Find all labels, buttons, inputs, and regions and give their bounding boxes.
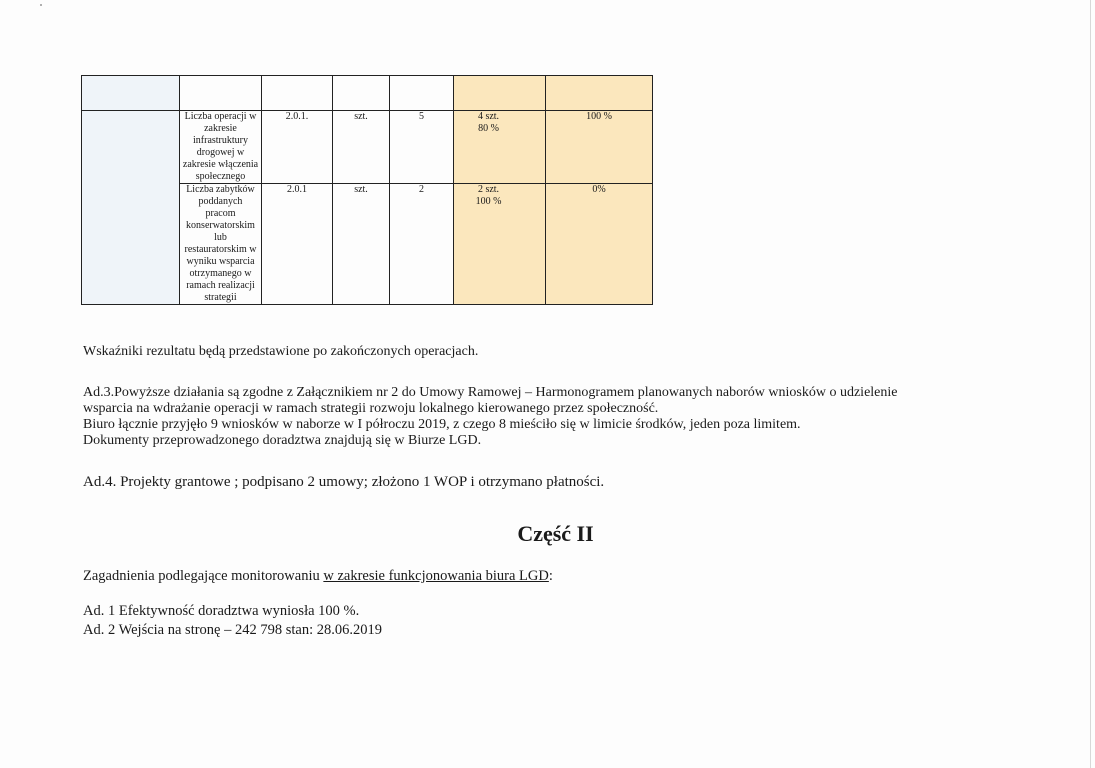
scan-edge bbox=[1090, 0, 1091, 768]
header-cell-value bbox=[390, 76, 454, 111]
header-cell-code bbox=[262, 76, 333, 111]
indicator-percent: 100 % bbox=[546, 111, 653, 184]
achieved-percent: 100 % bbox=[475, 196, 502, 207]
ad2-line: Ad. 2 Wejścia na stronę – 242 798 stan: 28.06.2019 bbox=[83, 622, 382, 638]
ad3-line: Biuro łącznie przyjęło 9 wniosków w naborze w I półroczu 2019, z czego 8 mieściło się w limicie środków, jeden poza limitem. bbox=[83, 417, 801, 432]
indicator-percent: 0% bbox=[546, 184, 653, 305]
indicator-unit: szt. bbox=[333, 184, 390, 305]
ad1-line: Ad. 1 Efektywność doradztwa wyniosła 100 %. bbox=[83, 603, 360, 619]
indicator-name: Liczba zabytków poddanych pracom konserwatorskim lub restauratorskim w wyniku wsparcia otrzymanego w ramach realizacji strategii bbox=[180, 184, 262, 305]
ad3-line: Dokumenty przeprowadzonego doradztwa znajdują się w Biurze LGD. bbox=[83, 433, 482, 448]
header-cell-left bbox=[82, 76, 180, 111]
header-cell-unit bbox=[333, 76, 390, 111]
indicators-table bbox=[81, 75, 653, 305]
indicator-unit: szt. bbox=[333, 111, 390, 184]
indicator-target-value: 2 bbox=[390, 184, 454, 305]
indicator-achieved bbox=[454, 111, 546, 184]
monitoring-topics-underlined: w zakresie funkcjonowania biura LGD bbox=[323, 568, 549, 584]
results-note: Wskaźniki rezultatu będą przedstawione po zakończonych operacjach. bbox=[83, 344, 479, 359]
indicator-code: 2.0.1 bbox=[262, 184, 333, 305]
table-row bbox=[82, 111, 653, 184]
monitoring-topics-suffix: : bbox=[548, 568, 553, 584]
ad3-line: Ad.3.Powyższe działania są zgodne z Załącznikiem nr 2 do Umowy Ramowej – Harmonogramem planowanych naborów wniosków o udzielenie bbox=[83, 385, 898, 400]
achieved-percent: 80 % bbox=[478, 123, 499, 134]
indicator-name: Liczba operacji w zakresie infrastruktury drogowej w zakresie włączenia społecznego bbox=[180, 111, 262, 184]
header-cell-achieved bbox=[454, 76, 546, 111]
achieved-count: 4 szt. bbox=[477, 111, 500, 122]
ad4-paragraph: Ad.4. Projekty grantowe ; podpisano 2 umowy; złożono 1 WOP i otrzymano płatności. bbox=[83, 474, 605, 490]
header-cell-name bbox=[180, 76, 262, 111]
indicator-code: 2.0.1. bbox=[262, 111, 333, 184]
merged-left-cell bbox=[82, 111, 180, 305]
indicator-target-value: 5 bbox=[390, 111, 454, 184]
achieved-count: 2 szt. bbox=[477, 184, 500, 195]
header-cell-percent bbox=[546, 76, 653, 111]
part-heading: Część II bbox=[517, 521, 594, 546]
monitoring-topics bbox=[83, 568, 553, 584]
ad3-paragraph bbox=[83, 385, 898, 449]
indicator-achieved bbox=[454, 184, 546, 305]
ad3-line: wsparcia na wdrażanie operacji w ramach strategii rozwoju lokalnego kierowanego przez społeczność. bbox=[83, 401, 659, 416]
monitoring-topics-prefix: Zagadnienia podlegające monitorowaniu bbox=[83, 568, 324, 584]
table-header-row bbox=[82, 76, 653, 111]
scan-speck bbox=[40, 4, 42, 6]
